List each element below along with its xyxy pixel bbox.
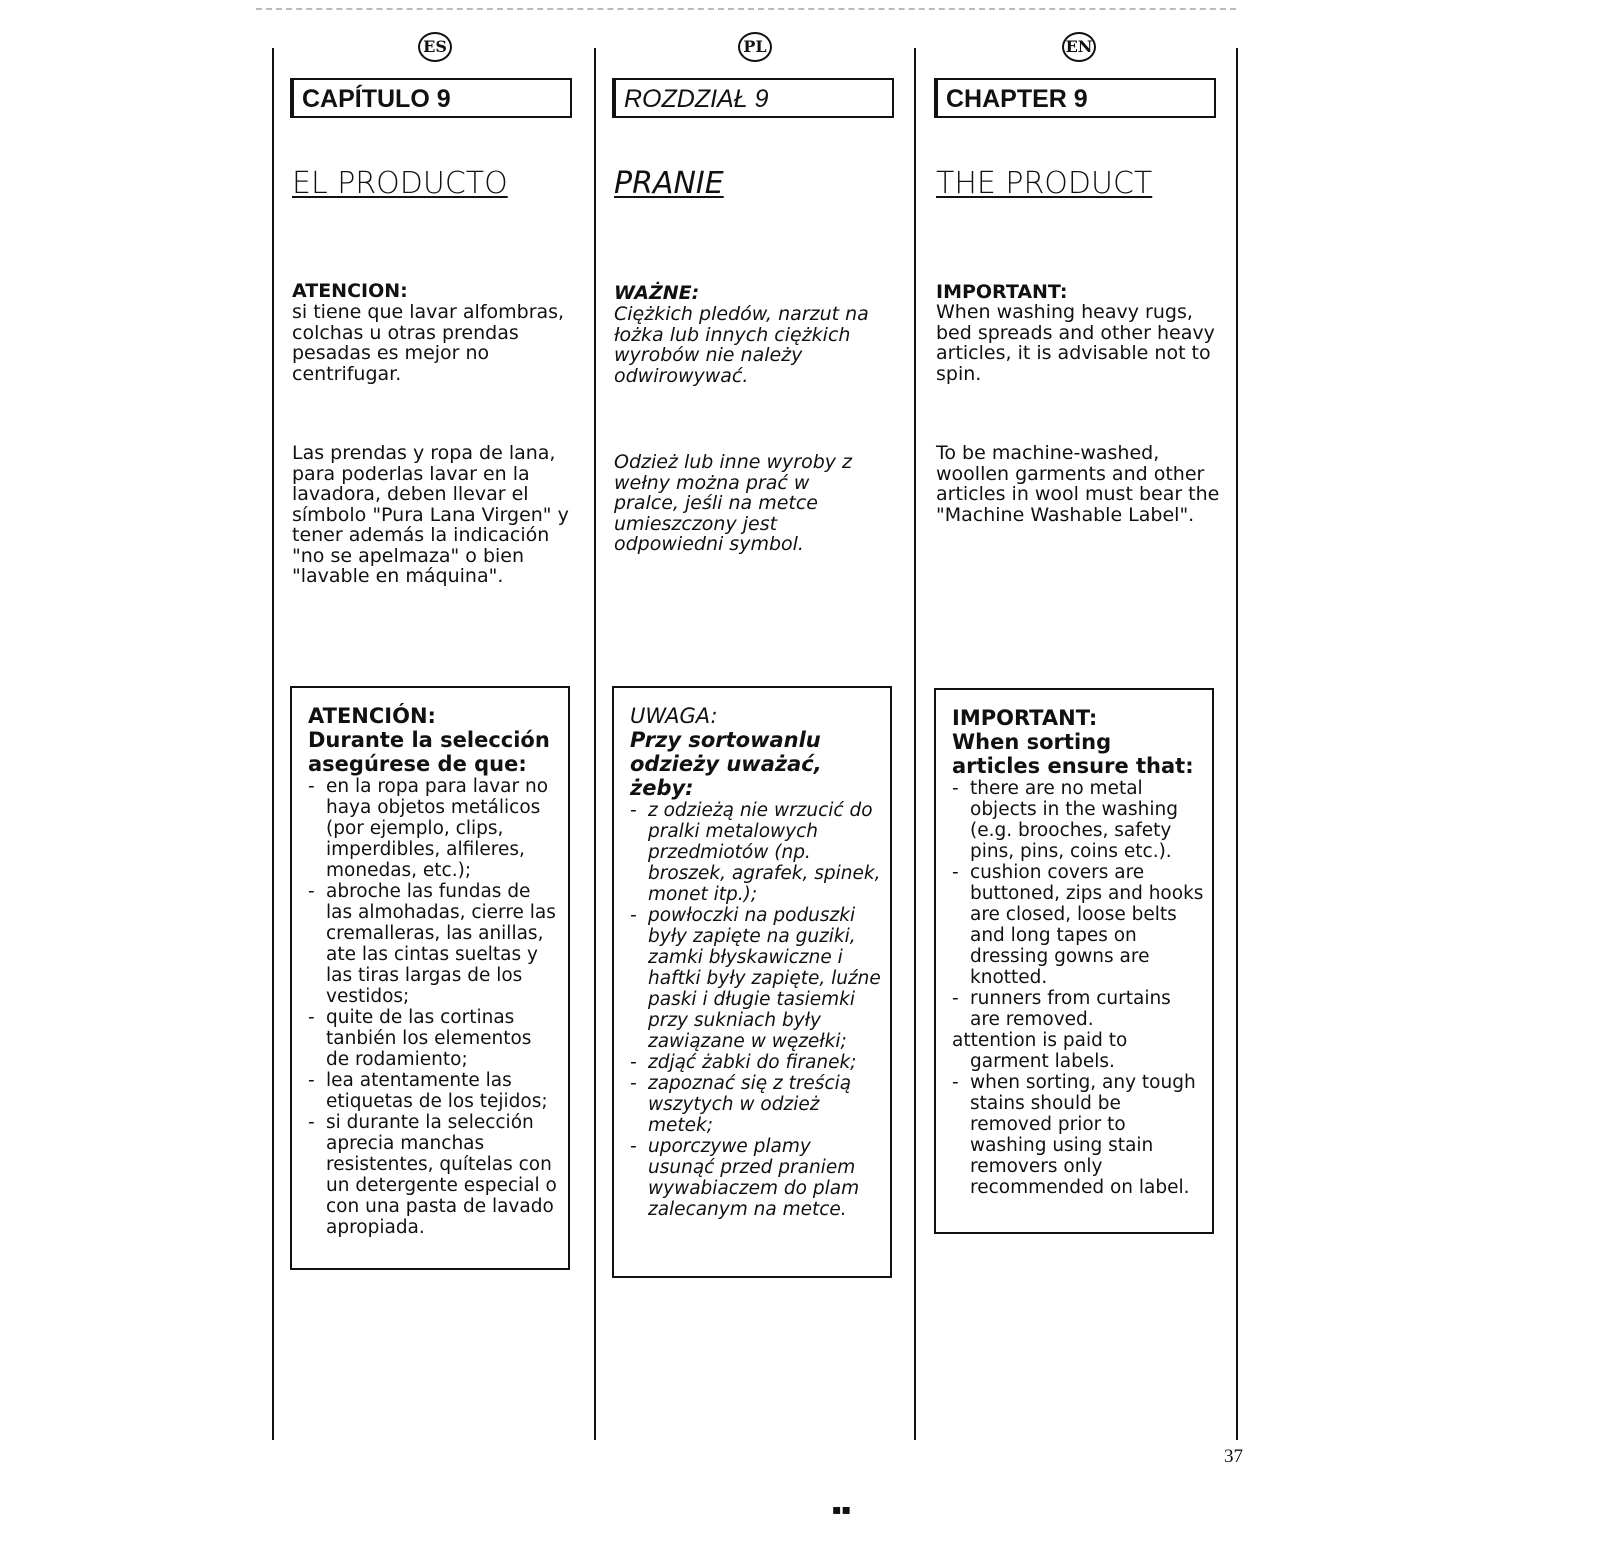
section-title: PRANIE — [614, 166, 724, 201]
column-rule — [1236, 48, 1238, 1440]
sorting-list — [952, 778, 1204, 1030]
warning-label: WAŻNE: — [614, 282, 700, 304]
language-badge: ES — [418, 32, 452, 62]
language-badge: EN — [1062, 32, 1096, 62]
sorting-list — [952, 1072, 1204, 1198]
wool-text: To be machine-washed, woollen garments and other articles in wool must bear the "Machine Washable Label". — [936, 442, 1220, 526]
warning-label: ATENCION: — [292, 280, 408, 302]
list-note: attention is paid to garment labels. — [952, 1030, 1128, 1072]
list-item: - en la ropa para lavar no haya objetos metálicos (por ejemplo, clips, imperdibles, alfileres, monedas, etc.); — [308, 776, 549, 881]
box-subheading: Przy sortowanlu odzieży uważać, żeby: — [630, 728, 822, 800]
wool-text: Odzież lub inne wyroby z wełny można prać w pralce, jeśli na metce umieszczony jest odpowiedni symbol. — [614, 451, 853, 555]
column-rule — [914, 48, 916, 1440]
warning-text: When washing heavy rugs, bed spreads and other heavy articles, it is advisable not to spin. — [936, 301, 1215, 385]
wool-text: Las prendas y ropa de lana, para poderlas lavar en la lavadora, deben llevar el símbolo "Pura Lana Virgen" y tener además la indicación "no se apelmaza" o bien "lavable en máquina". — [292, 442, 569, 587]
box-subheading: Durante la selección asegúrese de que: — [308, 728, 550, 776]
warning-text: Ciężkich pledów, narzut na łożka lub innych ciężkich wyrobów nie należy odwirowywać. — [614, 303, 869, 387]
warning-text: si tiene que lavar alfombras, colchas u otras prendas pesadas es mejor no centrifugar. — [292, 301, 565, 385]
list-item: - z odzieżą nie wrzucić do pralki metalowych przedmiotów (np. broszek, agrafek, spinek, monet itp.); — [630, 800, 881, 905]
list-item: - abroche las fundas de las almohadas, cierre las cremalleras, las anillas, ate las cintas sueltas y las tiras largas de los vestidos; — [308, 881, 556, 1007]
sorting-list — [308, 776, 560, 1238]
sorting-list — [630, 800, 882, 1220]
list-item: - when sorting, any tough stains should be removed prior to washing using stain removers only recommended on label. — [952, 1072, 1196, 1198]
list-item: - quite de las cortinas tanbién los elementos de rodamiento; — [308, 1007, 532, 1070]
chapter-heading: CHAPTER 9 — [934, 78, 1216, 118]
box-heading: IMPORTANT: — [952, 706, 1098, 730]
list-item: - cushion covers are buttoned, zips and hooks are closed, loose belts and long tapes on dressing gowns are knotted. — [952, 862, 1204, 988]
chapter-heading: CAPÍTULO 9 — [290, 78, 572, 118]
list-item: - runners from curtains are removed. — [952, 988, 1171, 1030]
scan-mark: ▪▪ — [832, 1502, 851, 1518]
scan-top-edge — [256, 8, 1236, 14]
section-title: EL PRODUCTO — [292, 166, 508, 201]
language-badge: PL — [738, 32, 772, 62]
list-item: - uporczywe plamy usunąć przed praniem wywabiaczem do plam zalecanym na metce. — [630, 1136, 860, 1220]
list-item: - zapoznać się z treścią wszytych w odzież metek; — [630, 1073, 852, 1136]
column-rule — [272, 48, 274, 1440]
sorting-box — [612, 686, 892, 1278]
warning-label: IMPORTANT: — [936, 281, 1068, 303]
list-item: - zdjąć żabki do firanek; — [630, 1052, 857, 1073]
chapter-heading: ROZDZIAŁ 9 — [612, 78, 894, 118]
box-subheading: When sorting articles ensure that: — [952, 730, 1194, 778]
list-item: - lea atentamente las etiquetas de los tejidos; — [308, 1070, 548, 1112]
sorting-box — [290, 686, 570, 1270]
box-heading: ATENCIÓN: — [308, 704, 436, 728]
list-item: - powłoczki na poduszki były zapięte na guziki, zamki błyskawiczne i haftki były zapięte, luźne paski i długie tasiemki przy sukniach były zawiązane w węzełki; — [630, 905, 881, 1052]
page-number: 37 — [1224, 1446, 1243, 1467]
column-rule — [594, 48, 596, 1440]
section-title: THE PRODUCT — [936, 166, 1153, 201]
box-heading: UWAGA: — [630, 704, 718, 728]
list-item: - si durante la selección aprecia manchas resistentes, quítelas con un detergente especial o con una pasta de lavado apropiada. — [308, 1112, 557, 1238]
list-item: - there are no metal objects in the washing (e.g. brooches, safety pins, pins, coins etc.). — [952, 778, 1178, 862]
sorting-box — [934, 688, 1214, 1234]
